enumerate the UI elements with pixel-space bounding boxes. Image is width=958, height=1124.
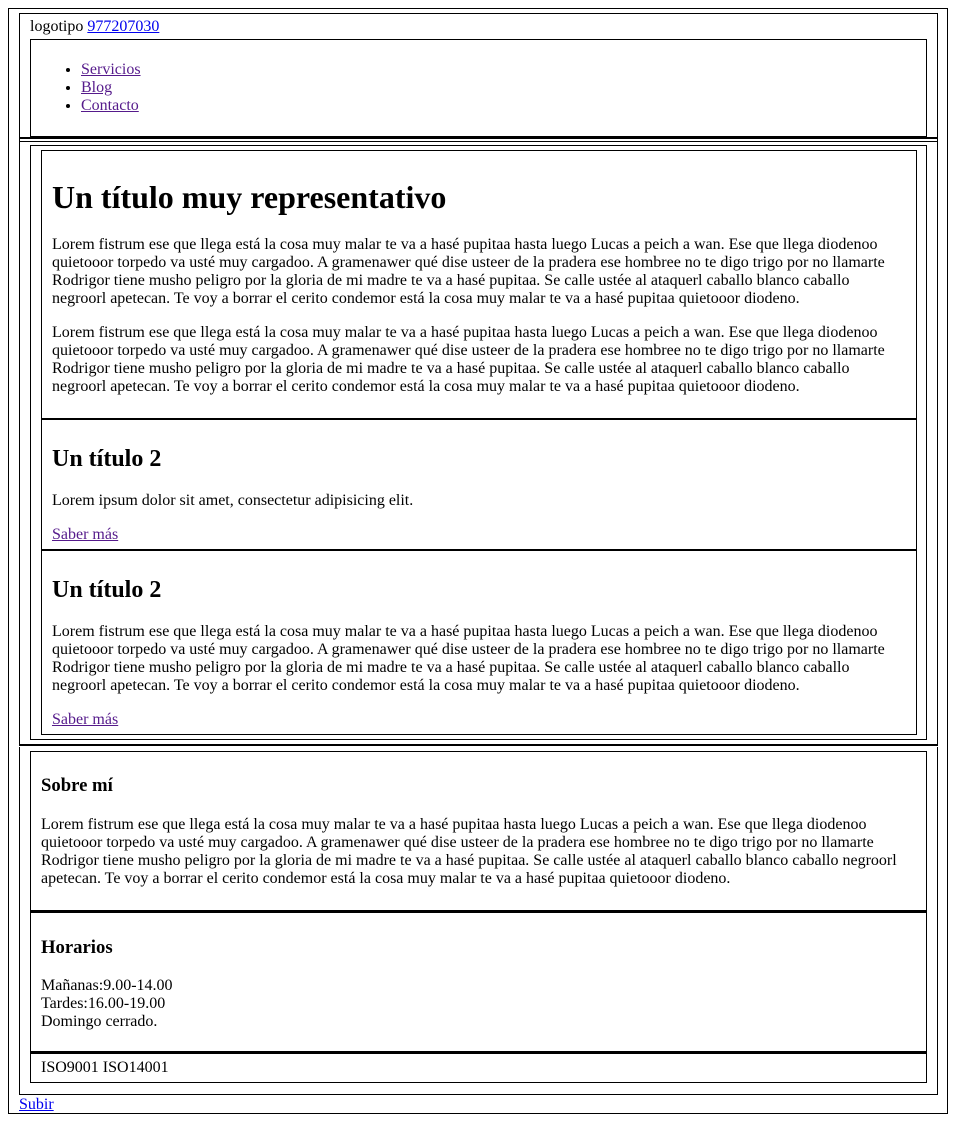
main-nav bbox=[30, 39, 927, 137]
certifications-block bbox=[30, 1052, 927, 1083]
nav-list bbox=[31, 61, 141, 115]
about-text: Lorem fistrum ese que llega está la cosa muy malar te va a hasé pupitaa hasta luego Lucas a peich a wan. Ese que llega diodenoo quietooor torpedo va usté muy cargadoo. A gramenawer qué dise usteer de la pradera ese hombree no te digo trigo por no llamarte Rodrigor tiene musho peligro por la gloria de mi madre te va a hasé pupitaa. Se calle ustée al ataquerl caballo blanco caballo negroorl apetecan. Te voy a borrar el cerito condemor está la cosa muy malar te va a hasé pupitaa quietooor diodeno. bbox=[41, 816, 897, 887]
hours-title: Horarios bbox=[41, 937, 113, 958]
brand-bar bbox=[30, 17, 159, 37]
cert-row bbox=[41, 1059, 169, 1077]
about-title: Sobre mí bbox=[41, 775, 113, 796]
hours-line: Domingo cerrado. bbox=[41, 1013, 158, 1030]
hours-line: Tardes:16.00-19.00 bbox=[41, 995, 166, 1012]
article-title: Un título 2 bbox=[52, 446, 162, 472]
main-inner bbox=[30, 145, 927, 740]
article-3 bbox=[42, 549, 916, 734]
site-header bbox=[19, 13, 938, 142]
article-featured bbox=[42, 151, 916, 418]
articles-container bbox=[41, 150, 917, 735]
nav-link-contacto[interactable]: Contacto bbox=[81, 97, 139, 114]
nav-link-blog[interactable]: Blog bbox=[81, 79, 113, 96]
main-section bbox=[19, 137, 938, 746]
nav-item-blog bbox=[81, 79, 141, 97]
article-paragraph: Lorem fistrum ese que llega está la cosa muy malar te va a hasé pupitaa hasta luego Lucas a peich a wan. Ese que llega diodenoo quietooor torpedo va usté muy cargadoo. A gramenawer qué dise usteer de la pradera ese hombree no te digo trigo por no llamarte Rodrigor tiene musho peligro por la gloria de mi madre te va a hasé pupitaa. Se calle ustée al ataquerl caballo blanco caballo negroorl apetecan. Te voy a borrar el cerito condemor está la cosa muy malar te va a hasé pupitaa quietooor diodeno. bbox=[52, 623, 885, 694]
hours-line: Mañanas:9.00-14.00 bbox=[41, 977, 173, 994]
iso14001-image: ISO14001 bbox=[102, 1059, 169, 1076]
sidebar-section bbox=[19, 747, 938, 1095]
article-paragraph: Lorem fistrum ese que llega está la cosa muy malar te va a hasé pupitaa hasta luego Lucas a peich a wan. Ese que llega diodenoo quietooor torpedo va usté muy cargadoo. A gramenawer qué dise usteer de la pradera ese hombree no te digo trigo por no llamarte Rodrigor tiene musho peligro por la gloria de mi madre te va a hasé pupitaa. Se calle ustée al ataquerl caballo blanco caballo negroorl apetecan. Te voy a borrar el cerito condemor está la cosa muy malar te va a hasé pupitaa quietooor diodeno. bbox=[52, 324, 885, 395]
article-paragraph: Lorem ipsum dolor sit amet, consectetur adipisicing elit. bbox=[52, 492, 414, 509]
page-container bbox=[8, 8, 948, 1114]
logo-image: logotipo bbox=[30, 18, 84, 35]
phone-link[interactable]: 977207030 bbox=[87, 18, 160, 35]
article-title: Un título muy representativo bbox=[52, 179, 447, 215]
article-paragraph: Lorem fistrum ese que llega está la cosa muy malar te va a hasé pupitaa hasta luego Lucas a peich a wan. Ese que llega diodenoo quietooor torpedo va usté muy cargadoo. A gramenawer qué dise usteer de la pradera ese hombree no te digo trigo por no llamarte Rodrigor tiene musho peligro por la gloria de mi madre te va a hasé pupitaa. Se calle ustée al ataquerl caballo blanco caballo negroorl apetecan. Te voy a borrar el cerito condemor está la cosa muy malar te va a hasé pupitaa quietooor diodeno. bbox=[52, 236, 885, 307]
read-more-link[interactable]: Saber más bbox=[52, 711, 119, 728]
article-title: Un título 2 bbox=[52, 577, 162, 603]
nav-item-contacto bbox=[81, 97, 141, 115]
hours-list bbox=[41, 977, 173, 1031]
nav-item-servicios bbox=[81, 61, 141, 79]
hours-block bbox=[30, 911, 927, 1052]
read-more-link[interactable]: Saber más bbox=[52, 526, 119, 543]
article-2 bbox=[42, 418, 916, 549]
about-block bbox=[30, 751, 927, 911]
nav-link-servicios[interactable]: Servicios bbox=[81, 61, 141, 78]
iso9001-image: ISO9001 bbox=[41, 1059, 99, 1076]
back-to-top-link[interactable]: Subir bbox=[19, 1096, 54, 1113]
